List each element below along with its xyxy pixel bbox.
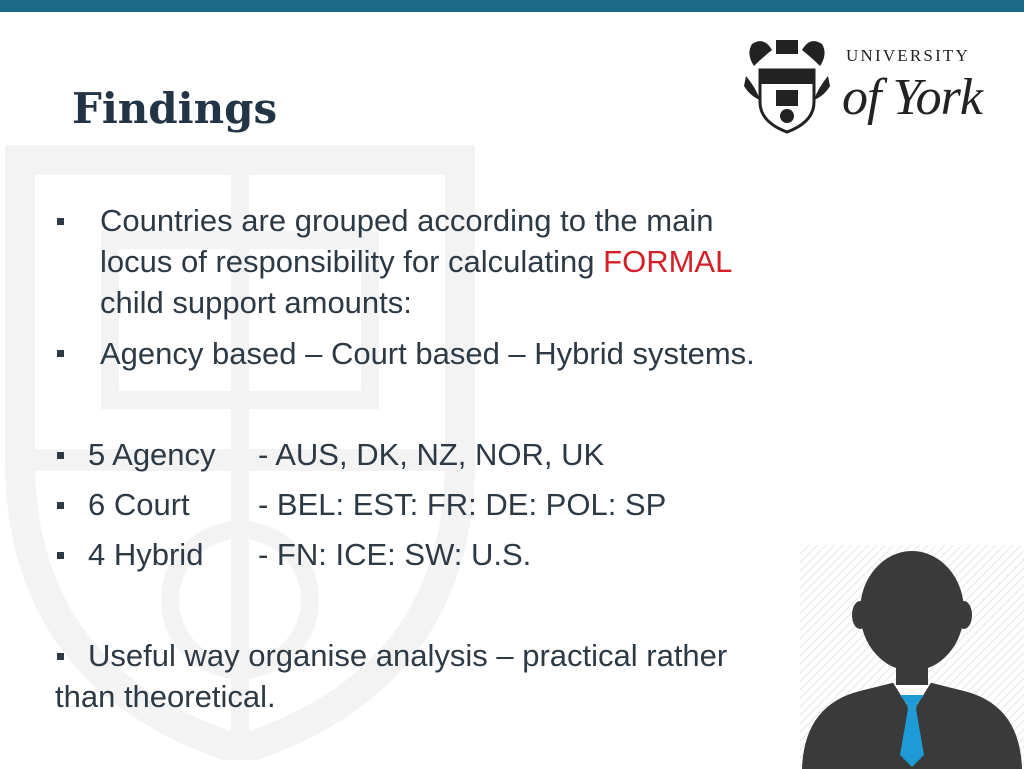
- group-label-agency: 5 Agency: [88, 437, 216, 472]
- formal-highlight: FORMAL: [603, 244, 733, 279]
- bullet1-line3: child support amounts:: [100, 285, 412, 320]
- bullet1-line2-text: locus of responsibility for calculating: [100, 244, 604, 279]
- businessman-icon: [800, 545, 1024, 769]
- top-accent-bar: [0, 0, 1024, 12]
- bullet-useful-way: [55, 635, 727, 717]
- bullet3-line1: Useful way organise analysis – practical rather: [88, 638, 728, 673]
- bullet-marker: [57, 452, 64, 459]
- group-countries-agency: - AUS, DK, NZ, NOR, UK: [258, 437, 605, 472]
- bullet1-line2: [100, 241, 732, 282]
- bullet1-line1: Countries are grouped according to the main: [100, 203, 714, 238]
- bullet-countries-grouped: [100, 200, 732, 323]
- group-label-court: 6 Court: [88, 487, 190, 522]
- bullet-marker: [57, 502, 64, 509]
- group-countries-hybrid: - FN: ICE: SW: U.S.: [258, 537, 532, 572]
- logo-university-text: UNIVERSITY: [846, 46, 970, 65]
- bullet-marker: [57, 552, 64, 559]
- group-label-hybrid: 4 Hybrid: [88, 537, 204, 572]
- slide-title: Findings: [72, 84, 278, 133]
- bullet-system-types: Agency based – Court based – Hybrid systems.: [100, 336, 755, 371]
- university-logo: [742, 36, 992, 136]
- bullet-marker: [57, 218, 64, 225]
- logo-york-text: of York: [842, 69, 982, 126]
- university-crest-icon: [742, 36, 832, 136]
- bullet-marker: [57, 350, 64, 357]
- group-countries-court: - BEL: EST: FR: DE: POL: SP: [258, 487, 667, 522]
- bullet3-line2: than theoretical.: [55, 679, 276, 714]
